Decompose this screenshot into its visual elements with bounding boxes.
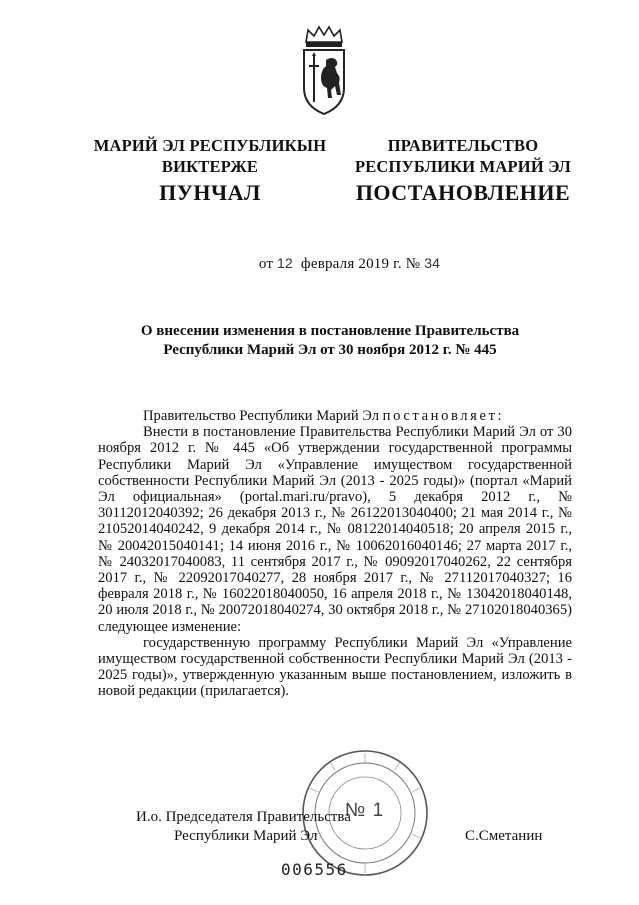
- signature-position: [136, 808, 351, 846]
- signature-position-line1: И.о. Председателя Правительства: [136, 809, 351, 825]
- header-left-line2: ВИКТЕРЖЕ: [161, 157, 259, 176]
- date-day: 12: [277, 255, 294, 271]
- header-right-title: ПОСТАНОВЛЕНИЕ: [355, 180, 571, 205]
- body-intro-subject: Правительство Республики Марий Эл: [143, 408, 380, 424]
- date-line: [0, 255, 639, 273]
- header-left-line1: МАРИЙ ЭЛ РЕСПУБЛИКЫН: [93, 136, 327, 155]
- body-intro: [98, 408, 572, 424]
- document-number: 34: [424, 255, 441, 271]
- header-right: [328, 135, 598, 177]
- header-right-line2: РЕСПУБЛИКИ МАРИЙ ЭЛ: [354, 157, 572, 176]
- body-paragraph-2: государственную программу Республики Марий Эл «Управление имуществом государственной собственности Республики Марий Эл (2013 - 2025 годы)», утвержденную указанным выше постановлением, изложить в новой редакции (прилагается).: [98, 634, 572, 700]
- body-paragraph-1: Внести в постановление Правительства Республики Марий Эл от 30 ноября 2012 г. № 445 «Об утверждении государственной программы Республики Марий Эл «Управление имуществом государственной собственности Республики Марий Эл (2013 - 2025 годы)» (портал «Марий Эл официальная» (portal.mari.ru/pravo), 5 декабря 2012 г., № 30112012040392; 26 декабря 2013 г., № 26122013040400; 21 мая 2014 г., № 21052014040242, 9 декабря 2014 г., № 08122014040518; 20 апреля 2015 г., № 20042015040141; 14 июня 2016 г., № 10062016040146; 27 марта 2017 г., № 24032017040083, 11 сентября 2017 г., № 09092017040262, 22 сентября 2017 г., № 22092017040277, 28 ноября 2017 г., № 27112017040327; 16 февраля 2018 г., № 16022018040050, 16 апреля 2018 г., № 13042018040148, 20 июля 2018 г., № 20072018040274, 30 октября 2018 г., № 27102018040365) следующее изменение:: [98, 424, 572, 635]
- stamp-number: № 1: [345, 800, 385, 821]
- date-prefix: от: [258, 256, 274, 272]
- header-right-line1: ПРАВИТЕЛЬСТВО: [387, 136, 539, 155]
- document-body: [98, 408, 572, 700]
- date-month-year: февраля 2019 г. №: [300, 256, 421, 272]
- coat-of-arms-icon: [298, 22, 350, 118]
- subject-line2: Республики Марий Эл от 30 ноября 2012 г. № 445: [163, 342, 497, 358]
- signature-position-line2: Республики Марий Эл: [174, 828, 318, 844]
- subject-line1: О внесении изменения в постановление Правительства: [140, 323, 520, 339]
- body-intro-verb: постановляет:: [382, 408, 505, 424]
- header-left: [70, 135, 350, 177]
- document-subject: [100, 322, 560, 360]
- header-left-title: ПУНЧАЛ: [159, 180, 261, 205]
- serial-number: 006556: [281, 860, 348, 879]
- signature-name: С.Сметанин: [465, 828, 543, 844]
